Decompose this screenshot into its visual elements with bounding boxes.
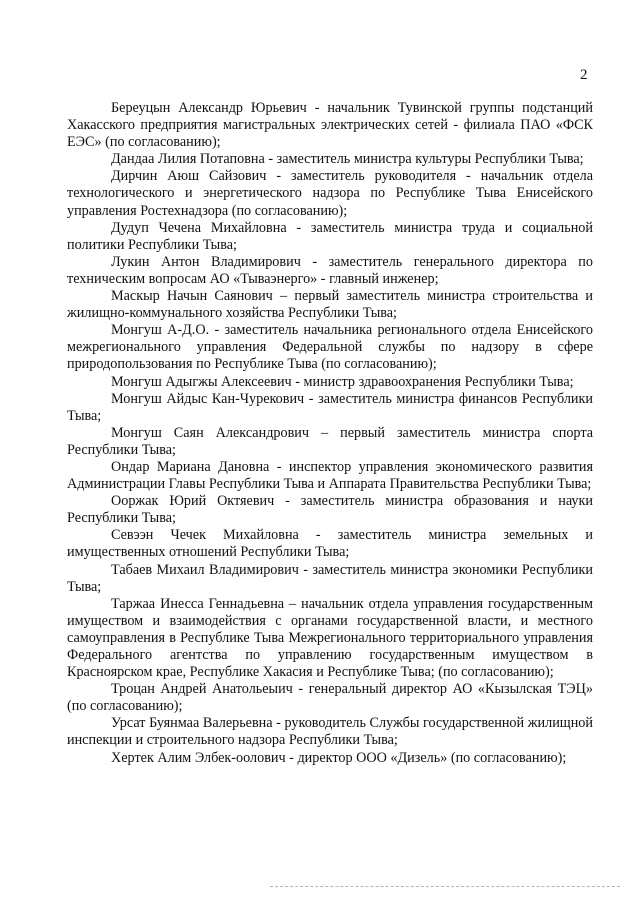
- list-item: Ооржак Юрий Октяевич - заместитель министра образования и науки Республики Тыва;: [67, 493, 593, 527]
- list-item: Ондар Мариана Дановна - инспектор управления экономического развития Администрации Главы Республики Тыва и Аппарата Правительства Республики Тыва;: [67, 458, 593, 493]
- list-item: Дандаа Лилия Потаповна - заместитель министра культуры Республики Тыва;: [111, 151, 584, 168]
- list-item: Лукин Антон Владимирович - заместитель генерального директора по техническим вопросам АО «Тываэнерго» - главный инженер;: [67, 253, 593, 287]
- list-item: Дудуп Чечена Михайловна - заместитель министра труда и социальной политики Республики Тыва;: [67, 219, 593, 253]
- document-body: [67, 100, 593, 767]
- list-item: Урсат Буянмаа Валерьевна - руководитель Службы государственной жилищной инспекции и строительного надзора Республики Тыва;: [67, 715, 593, 749]
- list-item: Табаев Михаил Владимирович - заместитель министра экономики Республики Тыва;: [67, 561, 593, 595]
- list-item: Монгуш Адыгжы Алексеевич - министр здравоохранения Республики Тыва;: [111, 373, 574, 390]
- list-item: Хертек Алим Элбек-оолович - директор ООО «Дизель» (по согласованию);: [111, 749, 567, 766]
- list-item: Троцан Андрей Анатольеыич - генеральный директор АО «Кызылская ТЭЦ» (по согласованию);: [67, 681, 593, 715]
- list-item: Маскыр Начын Саянович – первый заместитель министра строительства и жилищно-коммунального хозяйства Республики Тыва;: [67, 288, 593, 322]
- list-item: Монгуш Саян Александрович – первый заместитель министра спорта Республики Тыва;: [67, 424, 593, 458]
- footer-divider: [270, 886, 620, 887]
- page-number: 2: [580, 67, 588, 83]
- list-item: Монгуш А-Д.О. - заместитель начальника регионального отдела Енисейского межрегионального управления Федеральной службы по надзору в сфере природопользования по Республике Тыва (по согласованию);: [67, 322, 593, 373]
- list-item: Береуцын Александр Юрьевич - начальник Тувинской группы подстанций Хакасского предприятия магистральных электрических сетей - филиала ПАО «ФСК ЕЭС» (по согласованию);: [67, 100, 593, 151]
- list-item: Таржаа Инесса Геннадьевна – начальник отдела управления государственным имуществом и взаимодействия с органами государственной власти, и местного самоуправления в Республике Тыва Межрегионального территориального управления Федерального агентства по управлению государственным имуществом в Красноярском крае, Республике Хакасия и Республике Тыва; (по согласованию);: [67, 595, 593, 681]
- list-item: Монгуш Айдыс Кан-Чурекович - заместитель министра финансов Республики Тыва;: [67, 390, 593, 424]
- list-item: Дирчин Аюш Сайзович - заместитель руководителя - начальник отдела технологического и энергетического надзора по Республике Тыва Енисейского управления Ростехнадзора (по согласованию);: [67, 168, 593, 219]
- list-item: Севээн Чечек Михайловна - заместитель министра земельных и имущественных отношений Республики Тыва;: [67, 527, 593, 561]
